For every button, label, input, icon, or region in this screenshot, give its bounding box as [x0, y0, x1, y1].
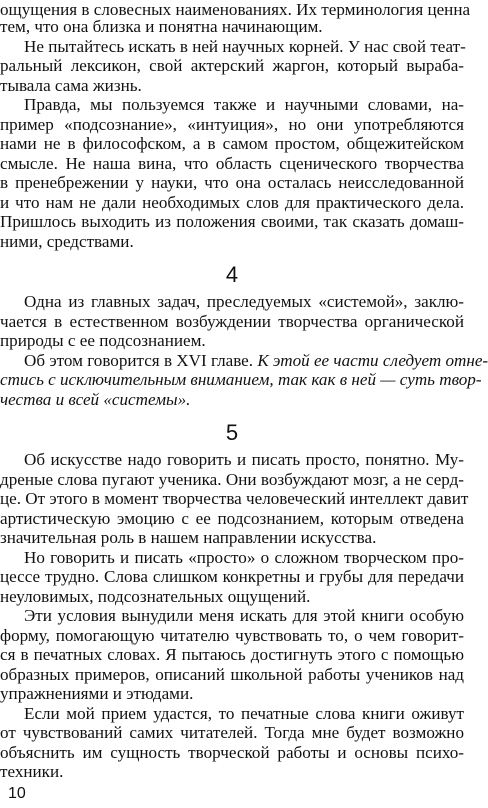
text-line: пример «подсознание», «интуиция», но они употребляются [0, 115, 464, 134]
text-line: нами не в философском, а в самом простом, общежитейском [0, 134, 464, 153]
text-line-italic: стись с исключительным вниманием, так как в ней — суть твор- [0, 370, 482, 389]
text-line: Не пытайтесь искать в ней научных корней. У нас свой теат- [24, 37, 466, 56]
text-line: тем, что она близка и понятна начинающим. [0, 17, 323, 36]
text-line: в пренебрежении у науки, что она осталась неисследованной [0, 173, 464, 192]
text-plain: Об этом говорится в XVI главе. [24, 351, 258, 370]
text-line: Правда, мы пользуемся также и научными словами, на- [24, 95, 464, 114]
text-line: артистическую эмоцию с ее подсознанием, которым отведена [0, 509, 464, 528]
text-line: Если мой прием удастся, то печатные слова книги оживут [24, 704, 464, 723]
text-line: Но говорить и писать «просто» о сложном творческом про- [24, 548, 464, 567]
text-line: дреные слова пугают ученика. Они возбуждают мозг, а не серд- [0, 470, 464, 489]
page-number: 10 [8, 785, 26, 802]
text-line: Одна из главных задач, преследуемых «системой», заклю- [24, 292, 464, 311]
text-line: ощущения в словесных наименованиях. Их терминология ценна [0, 0, 471, 19]
text-line: цессе трудно. Слова слишком конкретны и грубы для передачи [0, 567, 464, 586]
text-line-italic: чества и всей «системы». [0, 390, 191, 409]
text-line: чается в естественном возбуждении творчества органической [0, 312, 464, 331]
section-heading-4: 4 [225, 262, 239, 287]
text-line: Пришлось выходить из положения своими, так сказать домаш- [0, 212, 464, 231]
text-line: ральный лексикон, свой актерский жаргон, который выраба- [0, 56, 464, 75]
text-line: форму, помогающую читателю чувствовать то, о чем говорит- [0, 626, 464, 645]
text-line: неуловимых, подсознательных ощущений. [0, 587, 311, 606]
text-line: техники. [0, 762, 64, 781]
text-line: природы с ее подсознанием. [0, 331, 206, 350]
text-line: от чувствований самих читателей. Тогда мне будет возможно [0, 723, 464, 742]
text-line: Эти условия вынудили меня искать для этой книги особую [24, 606, 464, 625]
text-line: смысле. Не наша вина, что область сценического творчества [0, 154, 464, 173]
text-line: значительная роль в нашем направлении искусства. [0, 528, 377, 547]
text-line: Об искусстве надо говорить и писать просто, понятно. Му- [24, 450, 464, 469]
text-line: це. От этого в момент творчества человеческий интеллект давит [0, 489, 469, 508]
text-italic: К этой ее части следует отне- [257, 351, 488, 370]
text-line: ними, средствами. [0, 232, 134, 251]
text-line: объяснить им сущность творческой работы и основы психо- [0, 743, 464, 762]
text-line: ся в печатных словах. Я пытаюсь достигнуть этого с помощью [0, 645, 464, 664]
text-line: тывала сама жизнь. [0, 76, 142, 95]
text-line: упражнениями и этюдами. [0, 684, 194, 703]
text-line: и что нам не дали необходимых слов для практического дела. [0, 193, 464, 212]
section-heading-5: 5 [225, 420, 239, 445]
text-line: образных примеров, описаний школьной работы учеников над [0, 665, 464, 684]
